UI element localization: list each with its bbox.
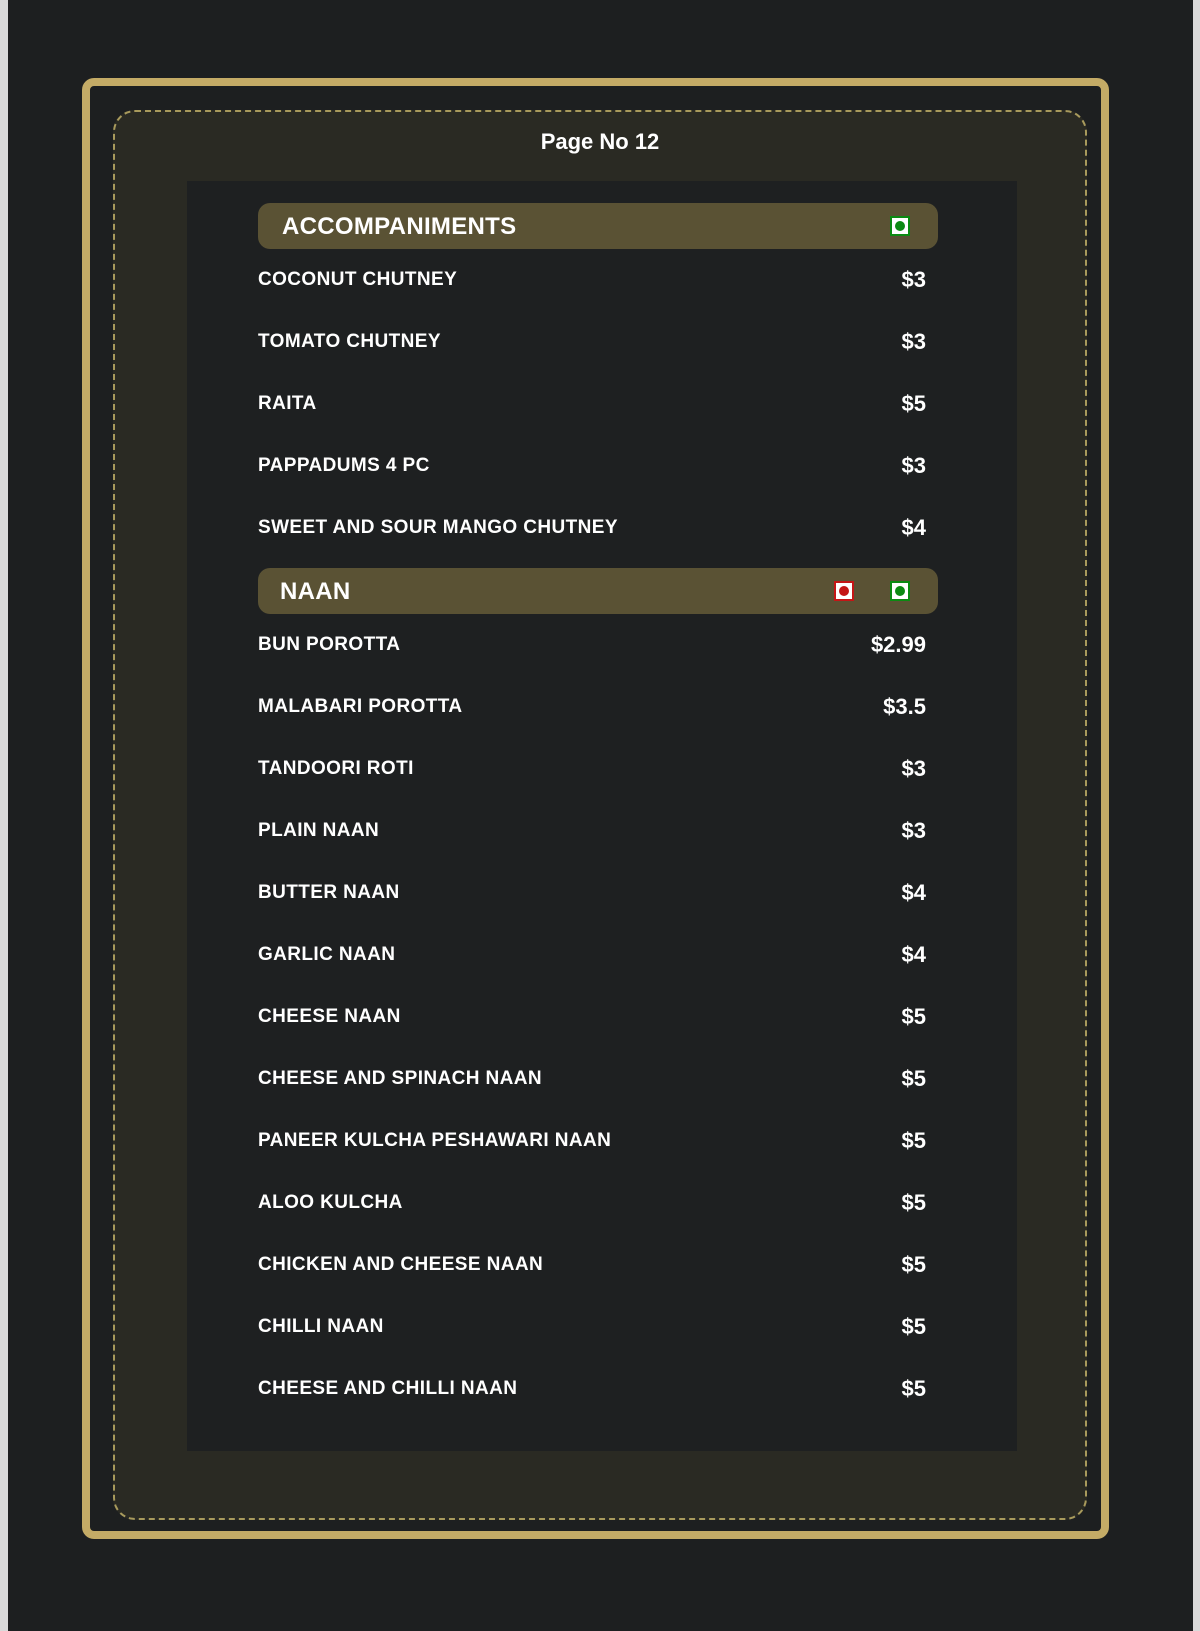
menu-item-price: $3: [901, 453, 926, 478]
section-header-accompaniments: [258, 203, 938, 249]
section-title: NAAN: [280, 578, 351, 605]
menu-item-name: PAPPADUMS 4 PC: [258, 455, 430, 476]
menu-item-name: CHEESE AND SPINACH NAAN: [258, 1068, 543, 1089]
menu-item-name: SWEET AND SOUR MANGO CHUTNEY: [258, 517, 618, 538]
menu-item-price: $5: [901, 1252, 926, 1277]
menu-item-name: CHILLI NAAN: [258, 1316, 384, 1337]
page-number: Page No 12: [540, 129, 660, 154]
menu-item-price: $5: [901, 391, 926, 416]
menu-item-name: CHEESE NAAN: [258, 1006, 401, 1027]
menu-item-name: CHEESE AND CHILLI NAAN: [258, 1378, 518, 1399]
section-title: ACCOMPANIMENTS: [282, 213, 517, 240]
menu-item-price: $5: [901, 1190, 926, 1215]
menu-item-price: $2.99: [870, 632, 926, 657]
menu-item-name: BUN POROTTA: [258, 634, 401, 655]
menu-item-name: CHICKEN AND CHEESE NAAN: [258, 1254, 544, 1275]
menu-item-name: RAITA: [258, 393, 317, 414]
veg-icon: [890, 216, 910, 236]
menu-item-price: $5: [901, 1128, 926, 1153]
menu-item-name: MALABARI POROTTA: [258, 696, 463, 717]
menu-item-price: $4: [901, 942, 926, 967]
menu-item-name: COCONUT CHUTNEY: [258, 269, 458, 290]
menu-item-name: GARLIC NAAN: [258, 944, 396, 965]
menu-item-price: $5: [901, 1066, 926, 1091]
menu-item-price: $3: [901, 818, 926, 843]
menu-item-name: ALOO KULCHA: [258, 1192, 403, 1213]
menu-page: [8, 0, 1193, 1631]
menu-item-price: $3: [901, 267, 926, 292]
menu-item-price: $4: [901, 515, 926, 540]
menu-item-name: BUTTER NAAN: [258, 882, 400, 903]
section-header-naan: [258, 568, 938, 614]
menu-item-price: $5: [901, 1004, 926, 1029]
menu-item-price: $5: [901, 1314, 926, 1339]
menu-item-name: PLAIN NAAN: [258, 820, 380, 841]
dashed-inner-frame: [113, 110, 1087, 1520]
veg-icon: [890, 581, 910, 601]
menu-item-price: $3: [901, 329, 926, 354]
menu-item-name: PANEER KULCHA PESHAWARI NAAN: [258, 1130, 612, 1151]
non-veg-icon: [834, 581, 854, 601]
menu-item-price: $3.5: [883, 694, 926, 719]
menu-item-name: TANDOORI ROTI: [258, 758, 414, 779]
menu-item-price: $3: [901, 756, 926, 781]
menu-item-price: $5: [901, 1376, 926, 1401]
menu-item-price: $4: [901, 880, 926, 905]
menu-item-name: TOMATO CHUTNEY: [258, 331, 441, 352]
